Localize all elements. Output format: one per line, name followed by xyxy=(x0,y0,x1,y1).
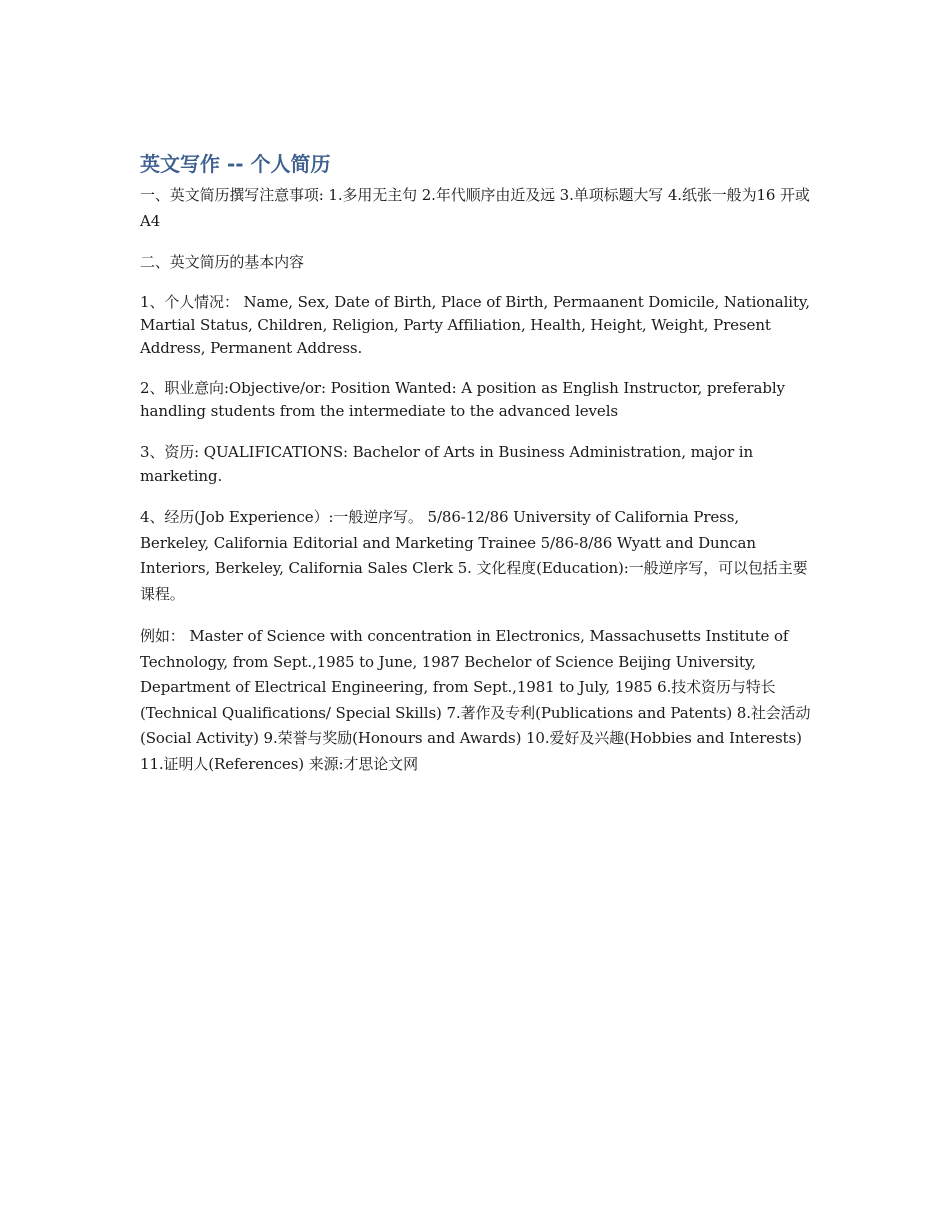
paragraph-example: 例如： Master of Science with concentration in Electronics, Massachusetts Institute of Technology, from Sept.,1985 to June, 1987 Bechelor of Science Beijing University, Department of Electrical Engineering, from Sept.,1981 to July, 1985 6.技术资历与特长(Technical Qualifications/ Special Skills) 7.著作及专利(Publications and Patents) 8.社会活动(Social Activity) 9.荣誉与奖励(Honours and Awards) 10.爱好及兴趣(Hobbies and Interests) 11.证明人(References) 来源:才思论文网 xyxy=(140,627,811,773)
paragraph-personal-info: 1、个人情况： Name, Sex, Date of Birth, Place of Birth, Permaanent Domicile, Nationality, Martial Status, Children, Religion, Party Affiliation, Health, Height, Weight, Present Address, Permanent Address. xyxy=(140,293,810,357)
paragraph-job-experience: 4、经历(Job Experience）:一般逆序写。 5/86-12/86 University of California Press, Berkeley, California Editorial and Marketing Trainee 5/86-8/86 Wyatt and Duncan Interiors, Berkeley, California Sales Clerk 5. 文化程度(Education):一般逆序写，可以包括主要课程。 xyxy=(140,508,808,603)
document-page xyxy=(140,148,812,794)
paragraph-objective: 2、职业意向:Objective/or: Position Wanted: A position as English Instructor, preferably handling students from the intermediate to the advanced levels xyxy=(140,379,785,420)
paragraph-qualifications: 3、资历: QUALIFICATIONS: Bachelor of Arts in Business Administration, major in marketing. xyxy=(140,443,754,485)
paragraph-basic-contents-heading: 二、英文简历的基本内容 xyxy=(140,253,304,271)
paragraph-writing-notes: 一、英文简历撰写注意事项: 1.多用无主句 2.年代顺序由近及远 3.单项标题大写 4.纸张一般为16 开或 A4 xyxy=(140,186,810,230)
document-title: 英文写作 -- 个人简历 xyxy=(140,152,331,176)
